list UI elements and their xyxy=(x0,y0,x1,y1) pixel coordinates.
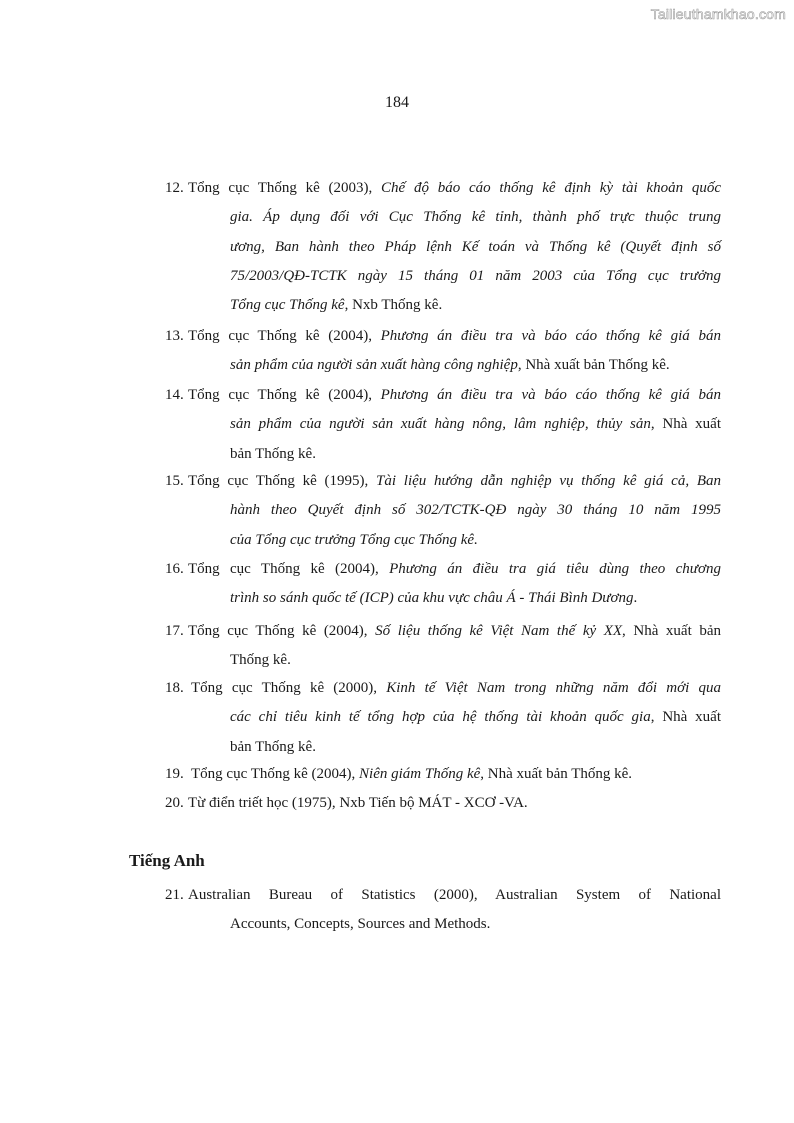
reference-title: Tổng cục Thống kê xyxy=(230,297,345,314)
reference-text: , Nxb Thống kê. xyxy=(344,297,443,314)
reference-item xyxy=(165,881,721,940)
reference-text: Tổng cục Thống kê (2004), xyxy=(188,387,381,403)
reference-text: bản Thống kê. xyxy=(230,445,316,462)
reference-text: , Nhà xuất bản Thống kê. xyxy=(517,357,670,374)
reference-text: Tổng cục Thống kê (2004), xyxy=(191,766,360,782)
reference-text: , Nhà xuất xyxy=(650,709,721,726)
reference-text: Tổng cục Thống kê (1995), xyxy=(188,473,377,489)
reference-title: Chế độ báo cáo thống kê định kỳ tài khoản quốc xyxy=(381,180,721,196)
reference-item xyxy=(165,789,721,818)
reference-item xyxy=(165,322,721,381)
reference-item xyxy=(165,381,721,469)
reference-text: , Nhà xuất bản Thống kê. xyxy=(480,766,633,782)
reference-title: Phương án điều tra và báo cáo thống kê giá bán xyxy=(380,328,721,344)
reference-number: 19. xyxy=(165,766,184,782)
reference-number: 15. xyxy=(165,473,184,489)
reference-text: Từ điển triết học (1975), Nxb Tiến bộ MÁT - XCƠ -VA. xyxy=(188,795,528,811)
reference-number: 12. xyxy=(165,180,184,196)
reference-number: 13. xyxy=(165,328,184,344)
watermark-text: Tailieuthamkhao.com xyxy=(650,6,786,22)
reference-title: gia. Áp dụng đối với Cục Thống kê tỉnh, thành phố trực thuộc trung xyxy=(230,209,721,226)
reference-text: , Nhà xuất xyxy=(650,416,721,433)
reference-title: sản phẩm của người sản xuất hàng nông, lâm nghiệp, thủy sản xyxy=(230,416,651,433)
reference-number: 18. xyxy=(165,680,184,696)
reference-item xyxy=(165,555,721,614)
reference-text: Tổng cục Thống kê (2004), xyxy=(188,561,390,577)
reference-number: 20. xyxy=(165,795,184,811)
reference-text: Australian Bureau of Statistics (2000), Australian System of National xyxy=(188,887,721,903)
section-heading: Tiếng Anh xyxy=(129,851,205,870)
reference-title: trình so sánh quốc tế (ICP) của khu vực châu Á - Thái Bình Dương xyxy=(230,590,634,607)
reference-text: Tổng cục Thống kê (2004), xyxy=(188,328,381,344)
reference-number: 14. xyxy=(165,387,184,403)
reference-item xyxy=(165,617,721,676)
reference-title: của Tổng cục trưởng Tổng cục Thống kê. xyxy=(230,531,478,548)
reference-text: Tổng cục Thống kê (2003), xyxy=(188,180,382,196)
reference-title: Tài liệu hướng dẫn nghiệp vụ thống kê giá cả, Ban xyxy=(376,473,721,489)
reference-text: . xyxy=(633,590,638,607)
reference-number: 16. xyxy=(165,561,184,577)
reference-title: Phương án điều tra và báo cáo thống kê giá bán xyxy=(380,387,721,403)
reference-text: Tổng cục Thống kê (2004), xyxy=(188,623,376,639)
reference-text: Tổng cục Thống kê (2000), xyxy=(191,680,387,696)
reference-title: Phương án điều tra giá tiêu dùng theo chương xyxy=(389,561,721,577)
reference-title: Niên giám Thống kê xyxy=(359,766,481,782)
reference-text: Accounts, Concepts, Sources and Methods. xyxy=(230,916,491,933)
reference-text: , Nhà xuất bản xyxy=(622,623,721,639)
reference-title: các chỉ tiêu kinh tế tổng hợp của hệ thống tài khoản quốc gia xyxy=(230,709,651,726)
reference-text: Thống kê. xyxy=(230,652,291,669)
reference-text: bản Thống kê. xyxy=(230,738,316,755)
page-number: 184 xyxy=(385,94,409,111)
reference-title: 75/2003/QĐ-TCTK ngày 15 tháng 01 năm 2003 của Tổng cục trưởng xyxy=(230,267,721,284)
reference-title: Số liệu thống kê Việt Nam thế kỷ XX xyxy=(375,623,623,639)
reference-title: hành theo Quyết định số 302/TCTK-QĐ ngày 30 tháng 10 năm 1995 xyxy=(230,502,721,519)
reference-title: ương, Ban hành theo Pháp lệnh Kế toán và Thống kê (Quyết định số xyxy=(230,238,721,255)
reference-item xyxy=(165,760,721,789)
reference-item xyxy=(165,467,721,555)
reference-item xyxy=(165,174,721,320)
reference-item xyxy=(165,674,721,762)
reference-title: Kinh tế Việt Nam trong những năm đổi mới qua xyxy=(386,680,721,696)
reference-number: 17. xyxy=(165,623,184,639)
reference-title: sản phẩm của người sản xuất hàng công nghiệp xyxy=(230,357,518,374)
reference-number: 21. xyxy=(165,887,184,903)
